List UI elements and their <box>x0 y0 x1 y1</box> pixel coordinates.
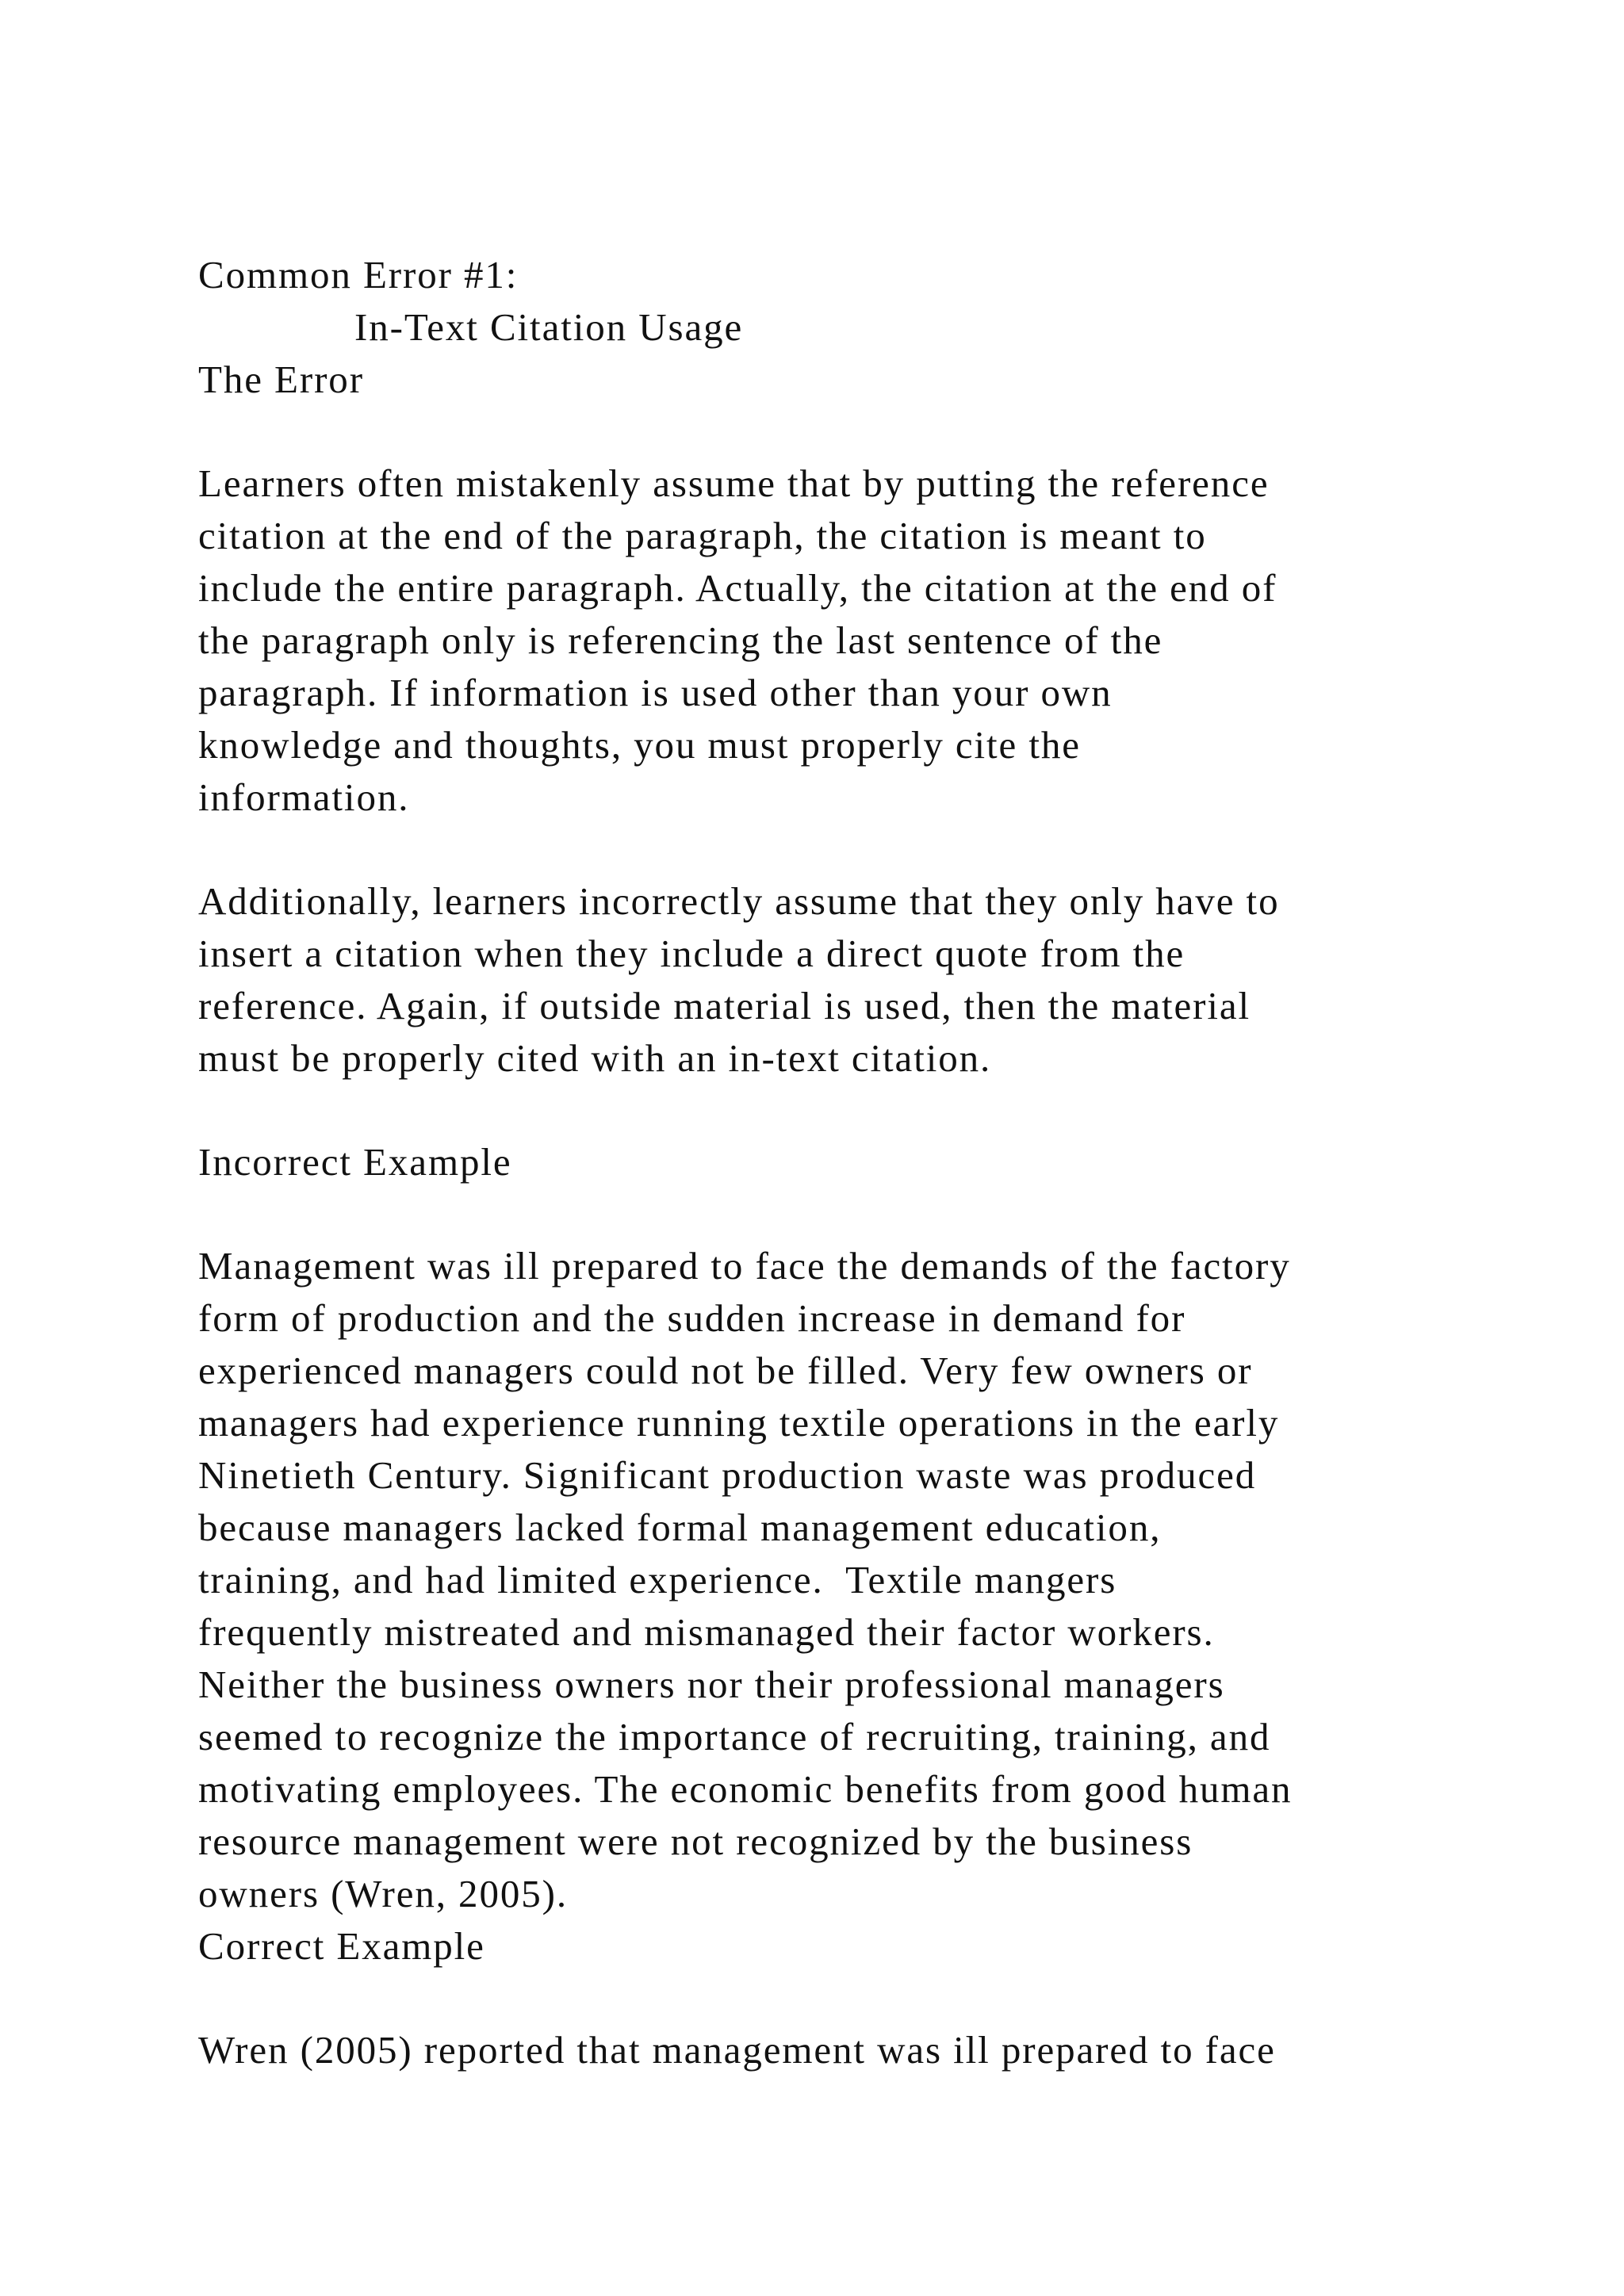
error-paragraph-1-line: citation at the end of the paragraph, the citation is meant to <box>198 514 1207 557</box>
document-subtitle: In-Text Citation Usage <box>354 305 744 349</box>
incorrect-example-line: seemed to recognize the importance of recruiting, training, and <box>198 1715 1271 1758</box>
error-paragraph-1-line: Learners often mistakenly assume that by putting the reference <box>198 461 1270 505</box>
error-paragraph-2-line: must be properly cited with an in-text citation. <box>198 1036 992 1080</box>
incorrect-example-line: Management was ill prepared to face the demands of the factory <box>198 1244 1291 1288</box>
incorrect-example-line: motivating employees. The economic benefits from good human <box>198 1767 1293 1811</box>
error-paragraph-1-line: paragraph. If information is used other than your own <box>198 671 1113 714</box>
incorrect-example-heading: Incorrect Example <box>198 1140 512 1184</box>
correct-example-heading: Correct Example <box>198 1924 485 1968</box>
incorrect-example-line: experienced managers could not be filled. Very few owners or <box>198 1349 1253 1392</box>
incorrect-example-line: resource management were not recognized by the business <box>198 1820 1193 1863</box>
error-paragraph-2-line: Additionally, learners incorrectly assume that they only have to <box>198 879 1280 923</box>
incorrect-example-line: Neither the business owners nor their professional managers <box>198 1663 1225 1706</box>
incorrect-example-line: training, and had limited experience. Textile mangers <box>198 1558 1117 1601</box>
incorrect-example-line: because managers lacked formal management education, <box>198 1506 1162 1549</box>
incorrect-example-line: Ninetieth Century. Significant production waste was produced <box>198 1453 1257 1497</box>
incorrect-example-line: owners (Wren, 2005). <box>198 1872 569 1915</box>
incorrect-example-line: managers had experience running textile operations in the early <box>198 1401 1280 1445</box>
section-heading-the-error: The Error <box>198 358 364 401</box>
correct-example-line: Wren (2005) reported that management was ill prepared to face <box>198 2028 1276 2072</box>
error-paragraph-1-line: knowledge and thoughts, you must properly cite the <box>198 723 1081 767</box>
document-title: Common Error #1: <box>198 253 519 297</box>
error-paragraph-1-line: include the entire paragraph. Actually, the citation at the end of <box>198 566 1277 610</box>
error-paragraph-2-line: reference. Again, if outside material is used, then the material <box>198 984 1251 1027</box>
incorrect-example-line: form of production and the sudden increase in demand for <box>198 1296 1186 1340</box>
error-paragraph-1-line: information. <box>198 775 410 819</box>
error-paragraph-1-line: the paragraph only is referencing the last sentence of the <box>198 618 1163 662</box>
error-paragraph-2-line: insert a citation when they include a direct quote from the <box>198 932 1185 975</box>
incorrect-example-line: frequently mistreated and mismanaged their factor workers. <box>198 1610 1215 1654</box>
